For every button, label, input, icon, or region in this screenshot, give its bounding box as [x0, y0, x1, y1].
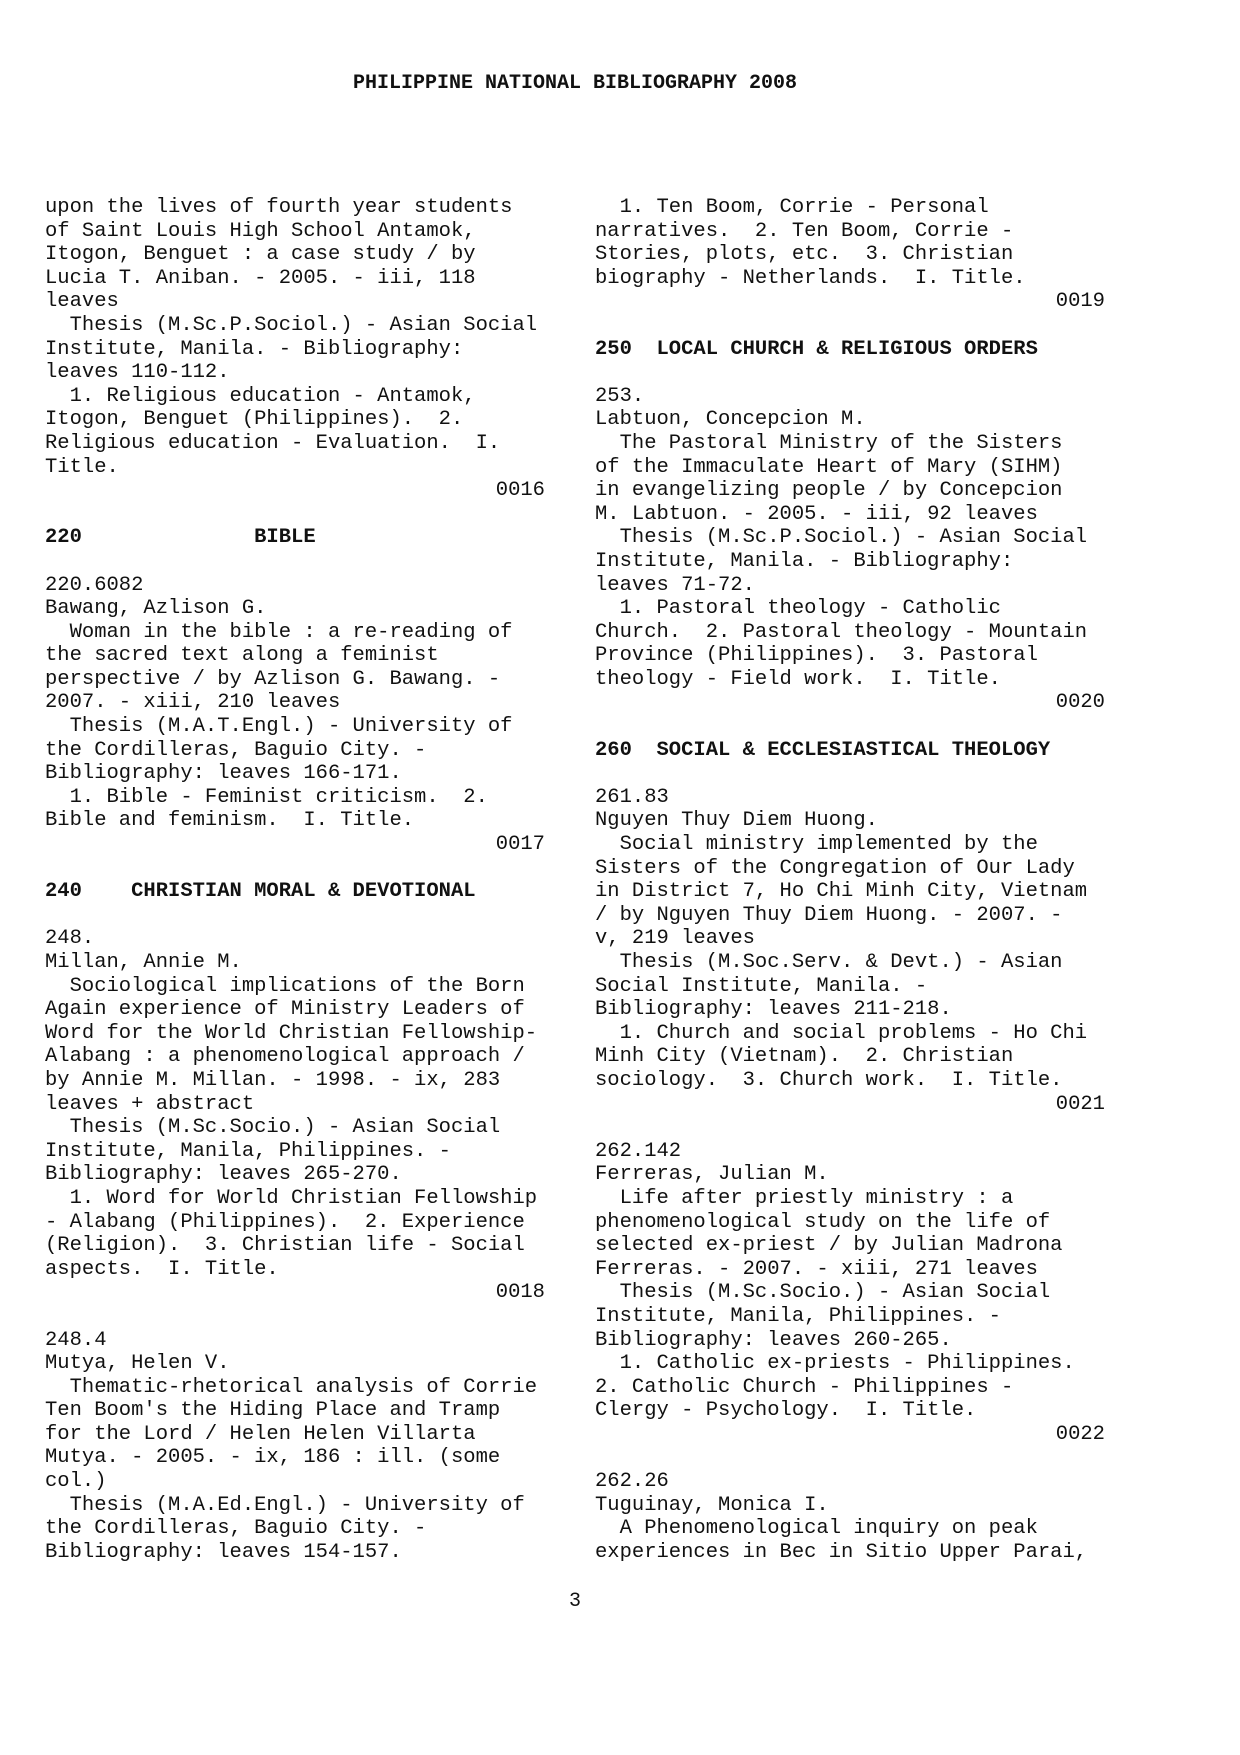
entry-line: Alabang : a phenomenological approach /: [45, 1045, 525, 1069]
entry-line: Word for the World Christian Fellowship-: [45, 1021, 538, 1045]
entry-line: The Pastoral Ministry of the Sisters: [595, 431, 1063, 455]
entry-line: Bibliography: leaves 265-270.: [45, 1163, 402, 1187]
entry-line: Bibliography: leaves 260-265.: [595, 1328, 952, 1352]
blank-line: [45, 1305, 545, 1329]
entry-line: by Annie M. Millan. - 1998. - ix, 283: [45, 1068, 501, 1092]
entry-line: aspects. I. Title.: [45, 1257, 279, 1281]
entry-line: Millan, Annie M.: [45, 951, 242, 974]
entry-line: Tuguinay, Monica I.: [595, 1493, 829, 1517]
blank-line: [595, 762, 1105, 786]
entry-line: Clergy - Psychology. I. Title.: [595, 1399, 977, 1423]
entry-line: Ferreras, Julian M.: [595, 1163, 829, 1187]
entry-line: Thematic-rhetorical analysis of Corrie: [45, 1375, 538, 1399]
entry-line: Institute, Manila, Philippines. -: [595, 1304, 1001, 1328]
blank-line: [595, 1446, 1105, 1470]
section-heading: 240 CHRISTIAN MORAL & DEVOTIONAL: [45, 880, 476, 904]
entry-line: leaves + abstract: [45, 1092, 255, 1116]
entry-line: Church. 2. Pastoral theology - Mountain: [595, 620, 1088, 644]
entry-line: theology - Field work. I. Title.: [595, 667, 1001, 691]
entry-line: phenomenological study on the life of: [595, 1210, 1051, 1234]
entry-line: 1. Religious education - Antamok,: [45, 384, 476, 408]
page-number: 3: [568, 1590, 581, 1613]
entry-line: Thesis (M.Sc.P.Sociol.) - Asian Social: [45, 313, 538, 337]
entry-line: 248.: [45, 927, 95, 951]
entry-line: Religious education - Evaluation. I.: [45, 431, 501, 455]
blank-line: [595, 715, 1105, 739]
entry-line: Mutya, Helen V.: [45, 1352, 230, 1376]
blank-line: [45, 904, 545, 928]
entry-line: Title.: [45, 455, 119, 479]
accession-number: 0019: [1055, 290, 1105, 314]
entry-line: 1. Bible - Feminist criticism. 2.: [45, 785, 488, 809]
entry-line: Social ministry implemented by the: [595, 833, 1038, 857]
entry-line: Bibliography: leaves 154-157.: [45, 1540, 402, 1564]
entry-line: Institute, Manila, Philippines. -: [45, 1139, 451, 1163]
entry-line: leaves 110-112.: [45, 361, 230, 385]
entry-line: narratives. 2. Ten Boom, Corrie -: [595, 219, 1014, 243]
entry-line: leaves 71-72.: [595, 573, 755, 597]
entry-line: Sisters of the Congregation of Our Lady: [595, 856, 1075, 880]
entry-line: 220.6082: [45, 573, 144, 597]
entry-line: in evangelizing people / by Concepcion: [595, 479, 1063, 503]
entry-line: - Alabang (Philippines). 2. Experience: [45, 1210, 525, 1234]
entry-line: Nguyen Thuy Diem Huong.: [595, 809, 878, 833]
entry-line: Mutya. - 2005. - ix, 186 : ill. (some: [45, 1446, 501, 1470]
entry-line: Bawang, Azlison G.: [45, 597, 267, 621]
entry-line: Province (Philippines). 3. Pastoral: [595, 644, 1038, 668]
entry-line: in District 7, Ho Chi Minh City, Vietnam: [595, 880, 1088, 904]
entry-line: 1. Pastoral theology - Catholic: [595, 597, 1001, 621]
entry-line: 1. Church and social problems - Ho Chi: [595, 1021, 1088, 1045]
blank-line: [595, 314, 1105, 338]
accession-number: 0021: [1055, 1092, 1105, 1116]
entry-line: 248.4: [45, 1328, 107, 1352]
entry-line: Bibliography: leaves 211-218.: [595, 998, 952, 1022]
entry-line: Lucia T. Aniban. - 2005. - iii, 118: [45, 266, 476, 290]
left-column: [45, 196, 545, 1564]
entry-line: Life after priestly ministry : a: [595, 1186, 1014, 1210]
accession-number: 0022: [1055, 1422, 1105, 1446]
entry-line: Bible and feminism. I. Title.: [45, 809, 415, 833]
entry-line: 1. Word for World Christian Fellowship: [45, 1186, 538, 1210]
entry-line: of the Immaculate Heart of Mary (SIHM): [595, 455, 1063, 479]
entry-line: Sociological implications of the Born: [45, 974, 525, 998]
entry-line: (Religion). 3. Christian life - Social: [45, 1234, 525, 1258]
blank-line: [45, 503, 545, 527]
entry-line: Institute, Manila. - Bibliography:: [595, 549, 1014, 573]
entry-line: 1. Catholic ex-priests - Philippines.: [595, 1352, 1075, 1376]
entry-line: sociology. 3. Church work. I. Title.: [595, 1068, 1063, 1092]
entry-line: Bibliography: leaves 166-171.: [45, 762, 402, 786]
entry-line: for the Lord / Helen Helen Villarta: [45, 1422, 476, 1446]
entry-line: A Phenomenological inquiry on peak: [595, 1517, 1038, 1541]
section-heading: 260 SOCIAL & ECCLESIASTICAL THEOLOGY: [595, 738, 1051, 762]
entry-line: selected ex-priest / by Julian Madrona: [595, 1234, 1063, 1258]
blank-line: [595, 1116, 1105, 1140]
blank-line: [595, 361, 1105, 385]
entry-line: 261.83: [595, 785, 669, 809]
entry-line: Thesis (M.Soc.Serv. & Devt.) - Asian: [595, 951, 1063, 974]
entry-line: of Saint Louis High School Antamok,: [45, 219, 476, 243]
entry-line: Ten Boom's the Hiding Place and Tramp: [45, 1399, 501, 1423]
accession-number: 0020: [1055, 691, 1105, 715]
entry-line: col.): [45, 1470, 107, 1494]
entry-line: v, 219 leaves: [595, 927, 755, 951]
entry-line: 253.: [595, 384, 645, 408]
accession-number: 0018: [495, 1281, 545, 1305]
entry-line: M. Labtuon. - 2005. - iii, 92 leaves: [595, 502, 1038, 526]
entry-line: experiences in Bec in Sitio Upper Parai,: [595, 1540, 1088, 1564]
entry-line: Thesis (M.Sc.Socio.) - Asian Social: [45, 1116, 501, 1140]
right-column: [595, 196, 1105, 1564]
entry-line: perspective / by Azlison G. Bawang. -: [45, 667, 501, 691]
entry-line: Itogon, Benguet : a case study / by: [45, 243, 476, 267]
entry-line: Again experience of Ministry Leaders of: [45, 998, 525, 1022]
entry-line: Thesis (M.Sc.Socio.) - Asian Social: [595, 1281, 1051, 1305]
entry-line: 262.26: [595, 1470, 669, 1494]
page-header-title: PHILIPPINE NATIONAL BIBLIOGRAPHY 2008: [352, 72, 798, 95]
entry-line: Social Institute, Manila. -: [595, 974, 928, 998]
entry-line: / by Nguyen Thuy Diem Huong. - 2007. -: [595, 903, 1063, 927]
entry-line: 262.142: [595, 1139, 682, 1163]
entry-line: Labtuon, Concepcion M.: [595, 408, 866, 432]
entry-line: Itogon, Benguet (Philippines). 2.: [45, 408, 464, 432]
entry-line: leaves: [45, 290, 119, 314]
entry-line: Thesis (M.A.T.Engl.) - University of: [45, 715, 513, 739]
entry-line: Thesis (M.Sc.P.Sociol.) - Asian Social: [595, 526, 1088, 550]
entry-line: the Cordilleras, Baguio City. -: [45, 1517, 427, 1541]
section-heading: 220 BIBLE: [45, 526, 316, 550]
entry-line: 2. Catholic Church - Philippines -: [595, 1375, 1014, 1399]
entry-line: 2007. - xiii, 210 leaves: [45, 691, 341, 715]
entry-line: Thesis (M.A.Ed.Engl.) - University of: [45, 1493, 525, 1517]
entry-line: biography - Netherlands. I. Title.: [595, 266, 1026, 290]
entry-line: Stories, plots, etc. 3. Christian: [595, 243, 1014, 267]
entry-line: Institute, Manila. - Bibliography:: [45, 337, 464, 361]
entry-line: Woman in the bible : a re-reading of: [45, 620, 513, 644]
blank-line: [45, 550, 545, 574]
accession-number: 0017: [495, 833, 545, 857]
section-heading: 250 LOCAL CHURCH & RELIGIOUS ORDERS: [595, 337, 1038, 361]
entry-line: Ferreras. - 2007. - xiii, 271 leaves: [595, 1257, 1038, 1281]
entry-line: the Cordilleras, Baguio City. -: [45, 738, 427, 762]
blank-line: [45, 857, 545, 881]
entry-line: 1. Ten Boom, Corrie - Personal: [595, 196, 989, 219]
entry-line: the sacred text along a feminist: [45, 644, 439, 668]
entry-line: Minh City (Vietnam). 2. Christian: [595, 1045, 1014, 1069]
entry-line: upon the lives of fourth year students: [45, 196, 513, 219]
accession-number: 0016: [495, 479, 545, 503]
